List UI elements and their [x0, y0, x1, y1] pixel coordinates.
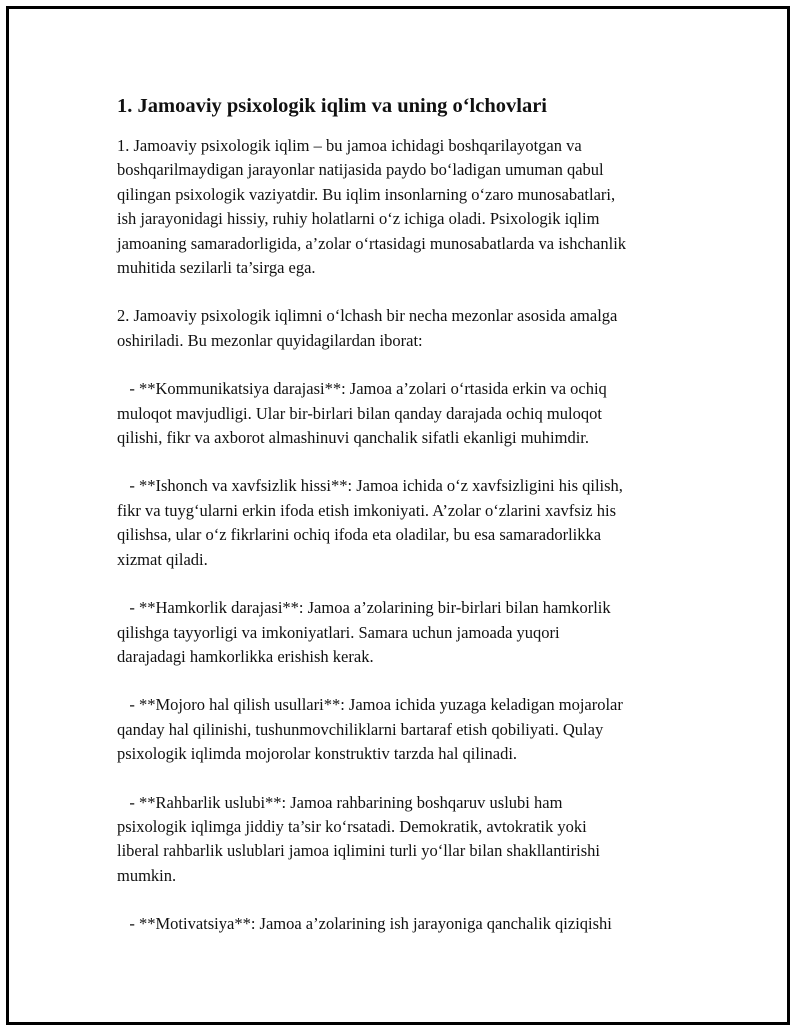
- document-body: [117, 92, 689, 961]
- paragraph-definition: 1. Jamoaviy psixologik iqlim – bu jamoa ichidagi boshqarilayotgan va boshqarilmaydigan jarayonlar natijasida paydo bo‘ladigan umuman qabul qilingan psixologik vaziyatdir. Bu iqlim insonlarning o‘zaro munosabatlari, ish jarayonidagi hissiy, ruhiy holatlarni o‘z ichiga oladi. Psixologik iqlim jamoaning samaradorligida, a’zolar o‘rtasidagi munosabatlarda va ishchanlik muhitida sezilarli ta’sirga ega.: [117, 136, 627, 278]
- bullet-communication: - **Kommunikatsiya darajasi**: Jamoa a’zolari o‘rtasida erkin va ochiq muloqot mavjudligi. Ular bir-birlari bilan qanday darajada ochiq muloqot qilishi, fikr va axborot almashinuvi qanchalik sifatli ekanligi muhimdir.: [117, 379, 607, 448]
- document-title: 1. Jamoaviy psixologik iqlim va uning o‘lchovlari: [117, 95, 547, 117]
- paragraph-measurement-intro: 2. Jamoaviy psixologik iqlimni o‘lchash bir necha mezonlar asosida amalga oshiriladi. Bu mezonlar quyidagilardan iborat:: [117, 306, 618, 350]
- bullet-cooperation: - **Hamkorlik darajasi**: Jamoa a’zolarining bir-birlari bilan hamkorlik qilishga tayyorligi va imkoniyatlari. Samara uchun jamoada yuqori darajadagi hamkorlikka erishish kerak.: [117, 598, 611, 666]
- bullet-trust-safety: - **Ishonch va xavfsizlik hissi**: Jamoa ichida o‘z xavfsizligini his qilish, fikr va tuyg‘ularni erkin ifoda etish imkoniyati. A’zolar o‘zlarini xavfsiz his qilishsa, ular o‘z fikrlarini ochiq ifoda eta oladilar, bu esa samaradorlikka xizmat qiladi.: [117, 476, 623, 569]
- bullet-conflict-resolution: - **Mojoro hal qilish usullari**: Jamoa ichida yuzaga keladigan mojarolar qanday hal qilinishi, tushunmovchiliklarni bartaraf etish qobiliyati. Qulay psixologik iqlimda mojorolar konstruktiv tarzda hal qilinadi.: [117, 695, 623, 764]
- bullet-leadership-style: - **Rahbarlik uslubi**: Jamoa rahbarining boshqaruv uslubi ham psixologik iqlimga jiddiy ta’sir ko‘rsatadi. Demokratik, avtokratik yoki liberal rahbarlik uslublari jamoa iqlimini turli yo‘llar bilan shakllantirishi mumkin.: [117, 792, 600, 885]
- bullet-motivation: - **Motivatsiya**: Jamoa a’zolarining ish jarayoniga qanchalik qiziqishi: [117, 914, 612, 934]
